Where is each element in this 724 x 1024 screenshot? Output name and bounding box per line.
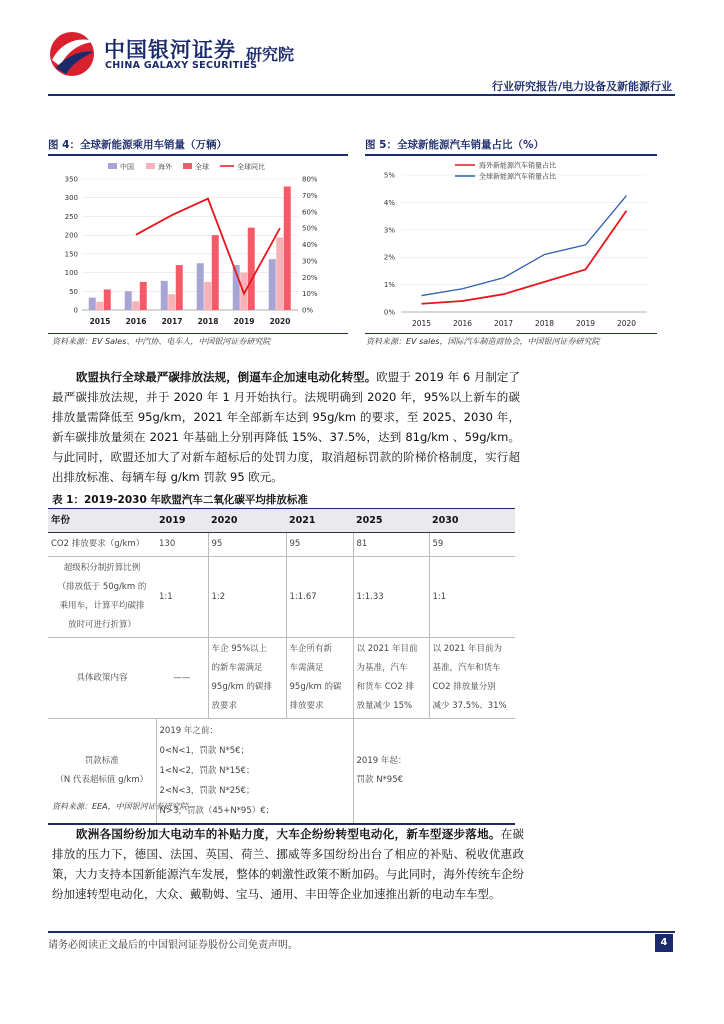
- y2-tick-label: 60%: [302, 208, 318, 217]
- fig5-title: 图 5：全球新能源汽车销量占比（%）: [365, 139, 544, 151]
- cell-line: 车需满足: [289, 663, 324, 673]
- x-tick-label: 2016: [125, 317, 147, 326]
- bar-全球: [284, 186, 291, 310]
- cell-line: 排放要求: [289, 701, 324, 711]
- institute-name: 研究院: [246, 45, 295, 64]
- table-cell: 1:1: [156, 557, 208, 638]
- table-cell: 95: [208, 533, 286, 557]
- y-tick-label: 250: [64, 212, 78, 221]
- y2-tick-label: 70%: [302, 191, 318, 200]
- y2-tick-label: 0%: [302, 306, 314, 315]
- legend-swatch-2: [183, 163, 192, 169]
- line-series-global-yoy: [136, 199, 280, 294]
- cell-line: 为基准，汽车: [356, 663, 408, 673]
- cell-line: 2019 年起：: [356, 756, 407, 766]
- bar-全球: [176, 265, 183, 310]
- table-cell: 1:1.33: [353, 557, 429, 638]
- x-tick-label: 2019: [575, 319, 596, 328]
- cell-line: 放要求: [211, 701, 238, 711]
- x-tick-label: 2018: [197, 317, 219, 326]
- y-tick-label: 150: [64, 250, 78, 259]
- bar-中国: [197, 263, 204, 310]
- bar-中国: [89, 298, 96, 310]
- cell-line: 减少 37.5%、31%: [432, 701, 507, 711]
- bar-中国: [161, 281, 168, 310]
- cell-line: （排放低于 50g/km 的: [57, 582, 147, 592]
- fig5-chart: [365, 157, 657, 332]
- cell-line: （N 代表超标值 g/km）: [55, 775, 149, 785]
- table-cell: 130: [156, 533, 208, 557]
- bar-全球: [140, 282, 147, 310]
- table-cell: ——: [156, 638, 208, 719]
- cell-line: 罚款 N*95€: [356, 775, 404, 785]
- x-tick-label: 2016: [452, 319, 473, 328]
- table-header-cell: 2025: [353, 509, 429, 533]
- cell-line: CO2 排放量分别: [432, 682, 496, 692]
- table-header-cell: 2021: [286, 509, 353, 533]
- y-tick-label: 2%: [383, 253, 395, 262]
- bar-全球: [212, 235, 219, 310]
- y-tick-label: 0: [73, 306, 78, 315]
- fig4-title: 图 4：全球新能源乘用车销量（万辆）: [48, 139, 227, 151]
- footer-disclaimer: 请务必阅读正文最后的中国银河证券股份公司免责声明。: [48, 940, 298, 951]
- y2-tick-label: 20%: [302, 273, 318, 282]
- header-divider: [48, 94, 675, 96]
- cell-line: 的新车需满足: [211, 663, 263, 673]
- y-tick-label: 1%: [383, 281, 395, 290]
- y-tick-label: 3%: [383, 226, 395, 235]
- cell-line: 0<N<1，罚款 N*5€；: [159, 746, 250, 756]
- table-cell: [208, 638, 286, 719]
- fig5-title-rule: [365, 154, 657, 156]
- x-tick-label: 2020: [616, 319, 637, 328]
- legend-label: 全球: [195, 163, 209, 171]
- bar-海外: [168, 294, 175, 310]
- table-cell: 95: [286, 533, 353, 557]
- table-cell: 81: [353, 533, 429, 557]
- bar-中国: [269, 259, 276, 310]
- cell-line: 以 2021 年目前: [356, 644, 418, 654]
- bar-全球: [248, 228, 255, 310]
- cell-line: 放时可进行折算）: [67, 620, 136, 630]
- paragraph-eu-regulation-lead: 欧盟执行全球最严碳排放法规，倒逼车企加速电动化转型。: [76, 370, 377, 384]
- paragraph-eu-regulation: [52, 367, 520, 487]
- table-cell: 具体政策内容: [48, 638, 156, 719]
- legend-label: 全球新能源汽车销量占比: [479, 172, 556, 181]
- table-header-cell: 2030: [429, 509, 515, 533]
- table-row-co2: [48, 533, 515, 557]
- table-header-cell: 2019: [156, 509, 208, 533]
- fig4-title-rule: [48, 154, 348, 156]
- cell-line: 罚款标准: [84, 756, 119, 766]
- y2-tick-label: 10%: [302, 290, 318, 299]
- fig4-bottom-rule: [48, 333, 348, 334]
- footer-divider: [48, 931, 675, 933]
- x-tick-label: 2015: [89, 317, 111, 326]
- y-tick-label: 5%: [383, 171, 395, 180]
- bar-全球: [104, 289, 111, 310]
- table-cell: 1:1: [429, 557, 515, 638]
- y2-tick-label: 50%: [302, 224, 318, 233]
- cell-line: 1<N<2，罚款 N*15€；: [159, 766, 255, 776]
- x-tick-label: 2020: [269, 317, 291, 326]
- y-tick-label: 50: [69, 287, 78, 296]
- company-name-cn: 中国银河证券: [104, 38, 236, 62]
- x-tick-label: 2017: [493, 319, 514, 328]
- legend-label: 中国: [120, 163, 134, 171]
- table-row-policy: [48, 638, 515, 719]
- y-tick-label: 300: [64, 194, 78, 203]
- table-header-cell: 2020: [208, 509, 286, 533]
- table-cell: [48, 557, 156, 638]
- x-tick-label: 2018: [534, 319, 555, 328]
- cell-line: 车企 95%以上: [211, 644, 268, 654]
- x-tick-label: 2019: [233, 317, 255, 326]
- y2-tick-label: 40%: [302, 241, 318, 249]
- cell-line: N>3，罚款（45+N*95）€；: [159, 806, 275, 816]
- fig5-bottom-rule: [365, 333, 657, 334]
- paragraph-eu-subsidies-lead: 欧洲各国纷纷加大电动车的补贴力度，大车企纷纷转型电动化，新车型逐步落地。: [76, 827, 501, 841]
- bar-海外: [276, 237, 283, 310]
- fig4-source: 资料来源：EV Sales、中汽协、电车人，中国银河证券研究院: [52, 337, 271, 346]
- cell-line: 和货车 CO2 排: [356, 682, 414, 692]
- y2-tick-label: 80%: [302, 175, 318, 184]
- legend-swatch-0: [108, 163, 117, 169]
- cell-line: 基准，汽车和货车: [432, 663, 501, 673]
- table-cell: [353, 719, 515, 825]
- y-tick-label: 350: [64, 175, 78, 184]
- y-tick-label: 200: [64, 231, 78, 240]
- cell-line: 放量减少 15%: [356, 701, 413, 711]
- y2-tick-label: 30%: [302, 257, 318, 266]
- table-cell: [353, 638, 429, 719]
- emission-standard-table: [48, 509, 515, 825]
- x-tick-label: 2015: [411, 319, 432, 328]
- bar-海外: [96, 302, 103, 310]
- cell-line: 车企所有新: [289, 644, 333, 654]
- table-header-row: [48, 509, 515, 533]
- x-tick-label: 2017: [161, 317, 183, 326]
- paragraph-eu-subsidies-body: 在碳排放的压力下，德国、法国、英国、荷兰、挪威等多国纷纷出台了相应的补贴、税收优惠政策，大力支持本国新能源汽车发展，整体的刺激性政策不断加码。与此同时，海外传统车企纷纷加速转型电动化，大众、戴勒姆、宝马、通用、丰田等企业加速推出新的电动车车型。: [52, 827, 525, 901]
- table-cell: 1:2: [208, 557, 286, 638]
- table-header-cell: 年份: [48, 509, 156, 533]
- page-number: 4: [655, 934, 673, 952]
- bar-中国: [125, 291, 132, 310]
- y-tick-label: 100: [64, 269, 78, 278]
- cell-line: 乘用车，计算平均碳排: [59, 601, 145, 611]
- legend-label: 海外: [158, 163, 172, 171]
- table-cell: [429, 638, 515, 719]
- cell-line: 2019 年之前：: [159, 726, 218, 736]
- cell-line: 超级积分制折算比例: [63, 563, 141, 573]
- legend-label: 全球同比: [237, 163, 265, 171]
- table1-source: 资料来源：EEA，中国银河证券研究院: [52, 802, 188, 811]
- bar-海外: [132, 301, 139, 310]
- cell-line: 以 2021 年目前为: [432, 644, 503, 654]
- paragraph-eu-subsidies: [52, 824, 524, 904]
- company-name-en: CHINA GALAXY SECURITIES: [105, 60, 258, 71]
- table-cell: [286, 638, 353, 719]
- cell-line: 95g/km 的碳: [289, 682, 342, 692]
- paragraph-eu-regulation-body: 欧盟于 2019 年 6 月制定了最严碳排放法规，并于 2020 年 1 月开始执行。法规明确到 2020 年，95%以上新车的碳排放量需降低至 95g/km，2021 年全部新车达到 95g/km 的要求，至 2025、2030 年，新车碳排放量须在 2021 年基础上分别再降低 15%、37.5%，达到 81g/km 、59g/km。与此同时，欧盟还加大了对新车超标后的处罚力度，取消超标罚款的阶梯价格制度，实行超出排放标准、每辆车每 g/km 罚款 95 欧元。: [52, 370, 520, 484]
- fig5-source: 资料来源：EV sales，国际汽车制造商协会，中国银河证券研究院: [366, 337, 600, 346]
- bar-海外: [204, 282, 211, 310]
- table-cell: 59: [429, 533, 515, 557]
- cell-line: 2<N<3，罚款 N*25€；: [159, 786, 255, 796]
- table-row-credit: [48, 557, 515, 638]
- report-type: 行业研究报告/电力设备及新能源行业: [491, 80, 672, 93]
- table1-title: 表 1：2019-2030 年欧盟汽车二氧化碳平均排放标准: [52, 494, 308, 506]
- y-tick-label: 0%: [383, 308, 395, 317]
- table-cell: CO2 排放要求（g/km）: [48, 533, 156, 557]
- legend-label: 海外新能源汽车销量占比: [479, 161, 556, 170]
- company-logo-icon: [46, 30, 98, 78]
- table-cell: 1:1.67: [286, 557, 353, 638]
- fig4-chart: [48, 157, 348, 332]
- y-tick-label: 4%: [383, 198, 395, 207]
- legend-swatch-1: [146, 163, 155, 169]
- cell-line: 95g/km 的碳排: [211, 682, 272, 692]
- line-series-1: [422, 196, 627, 296]
